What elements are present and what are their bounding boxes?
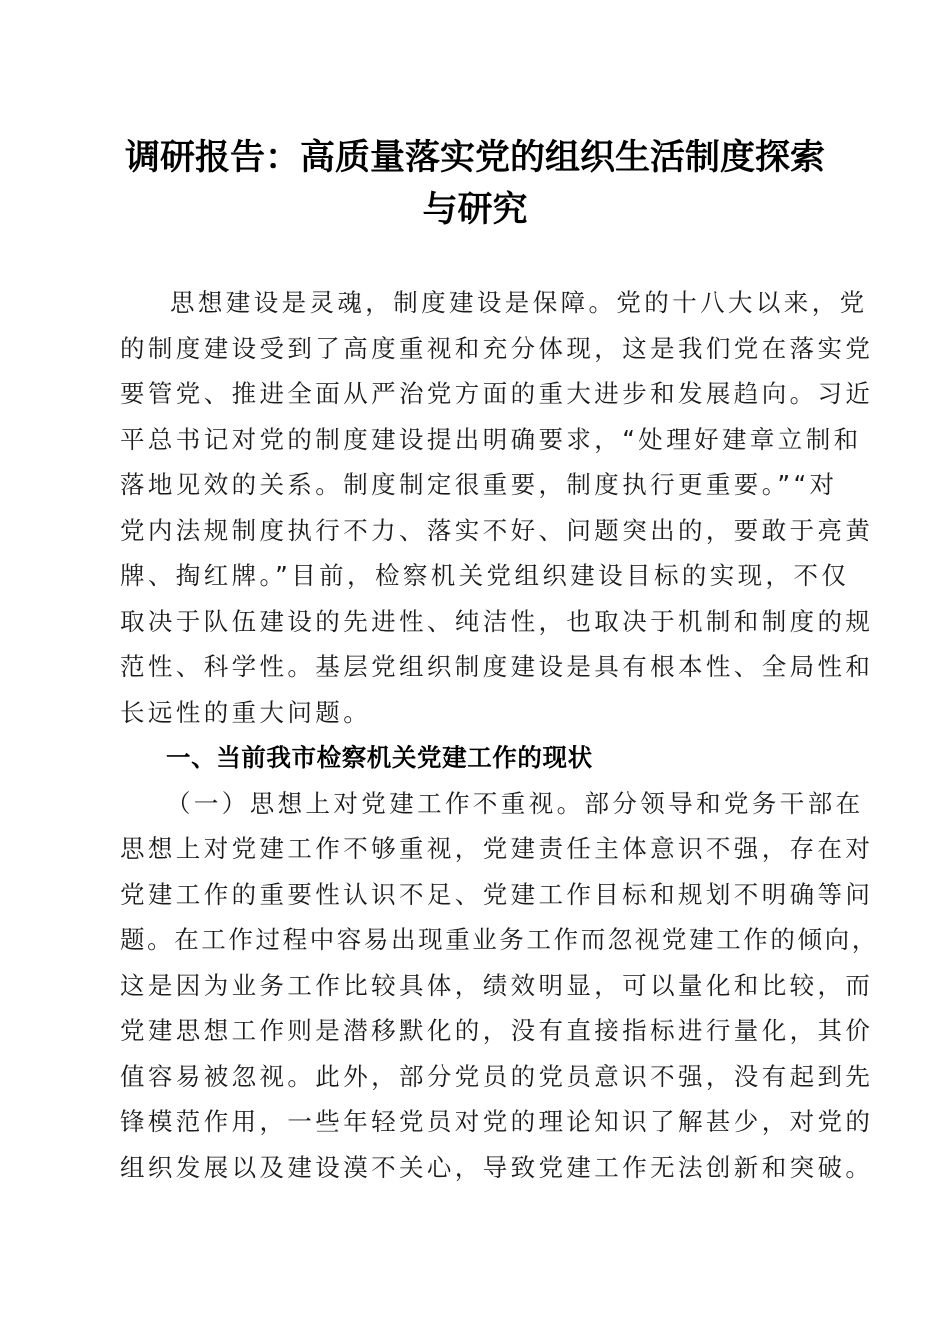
paragraph-line: 取决于队伍建设的先进性、纯洁性，也取决于机制和制度的规	[120, 606, 874, 636]
paragraph-line: 范性、科学性。基层党组织制度建设是具有根本性、全局性和	[120, 652, 874, 681]
title-line-1: 调研报告：高质量落实党的组织生活制度探索	[124, 137, 825, 178]
document-title	[100, 132, 850, 236]
paragraph-line: 长远性的重大问题。	[120, 697, 372, 727]
paragraph-line: 值容易被忽视。此外，部分党员的党员意识不强，没有起到先	[120, 1061, 874, 1091]
paragraph-line: 题。在工作过程中容易出现重业务工作而忽视党建工作的倾向，	[120, 925, 879, 954]
paragraph-line: 党建思想工作则是潜移默化的，没有直接指标进行量化，其价	[120, 1016, 874, 1045]
paragraph-line: 要管党、推进全面从严治党方面的重大进步和发展趋向。习近	[120, 379, 874, 408]
paragraph-line: 党内法规制度执行不力、落实不好、问题突出的，要敢于亮黄	[120, 515, 874, 545]
document-body	[120, 280, 879, 1190]
section-heading: 一、当前我市检察机关党建工作的现状	[166, 743, 593, 772]
paragraph-line: 思想建设是灵魂，制度建设是保障。党的十八大以来，党	[170, 288, 868, 317]
paragraph-line: 思想上对党建工作不够重视，党建责任主体意识不强，存在对	[120, 834, 874, 863]
paragraph-line: 牌、掏红牌。”目前，检察机关党组织建设目标的实现，不仅	[120, 561, 850, 590]
paragraph-line: 的制度建设受到了高度重视和充分体现，这是我们党在落实党	[120, 333, 874, 363]
paragraph-line: 党建工作的重要性认识不足、党建工作目标和规划不明确等问	[120, 879, 874, 909]
paragraph-line: 落地见效的关系。制度制定很重要，制度执行更重要。”“对	[120, 470, 838, 499]
paragraph-line: 平总书记对党的制度建设提出明确要求，“处理好建章立制和	[120, 424, 862, 454]
paragraph-line: 锋模范作用，一些年轻党员对党的理论知识了解甚少，对党的	[120, 1107, 874, 1136]
paragraph-line: 组织发展以及建设漠不关心，导致党建工作无法创新和突破。	[120, 1152, 874, 1182]
paragraph-line: 这是因为业务工作比较具体，绩效明显，可以量化和比较，而	[120, 970, 874, 1000]
paragraph-line: （一）思想上对党建工作不重视。部分领导和党务干部在	[166, 788, 864, 818]
title-line-2: 与研究	[422, 189, 528, 230]
